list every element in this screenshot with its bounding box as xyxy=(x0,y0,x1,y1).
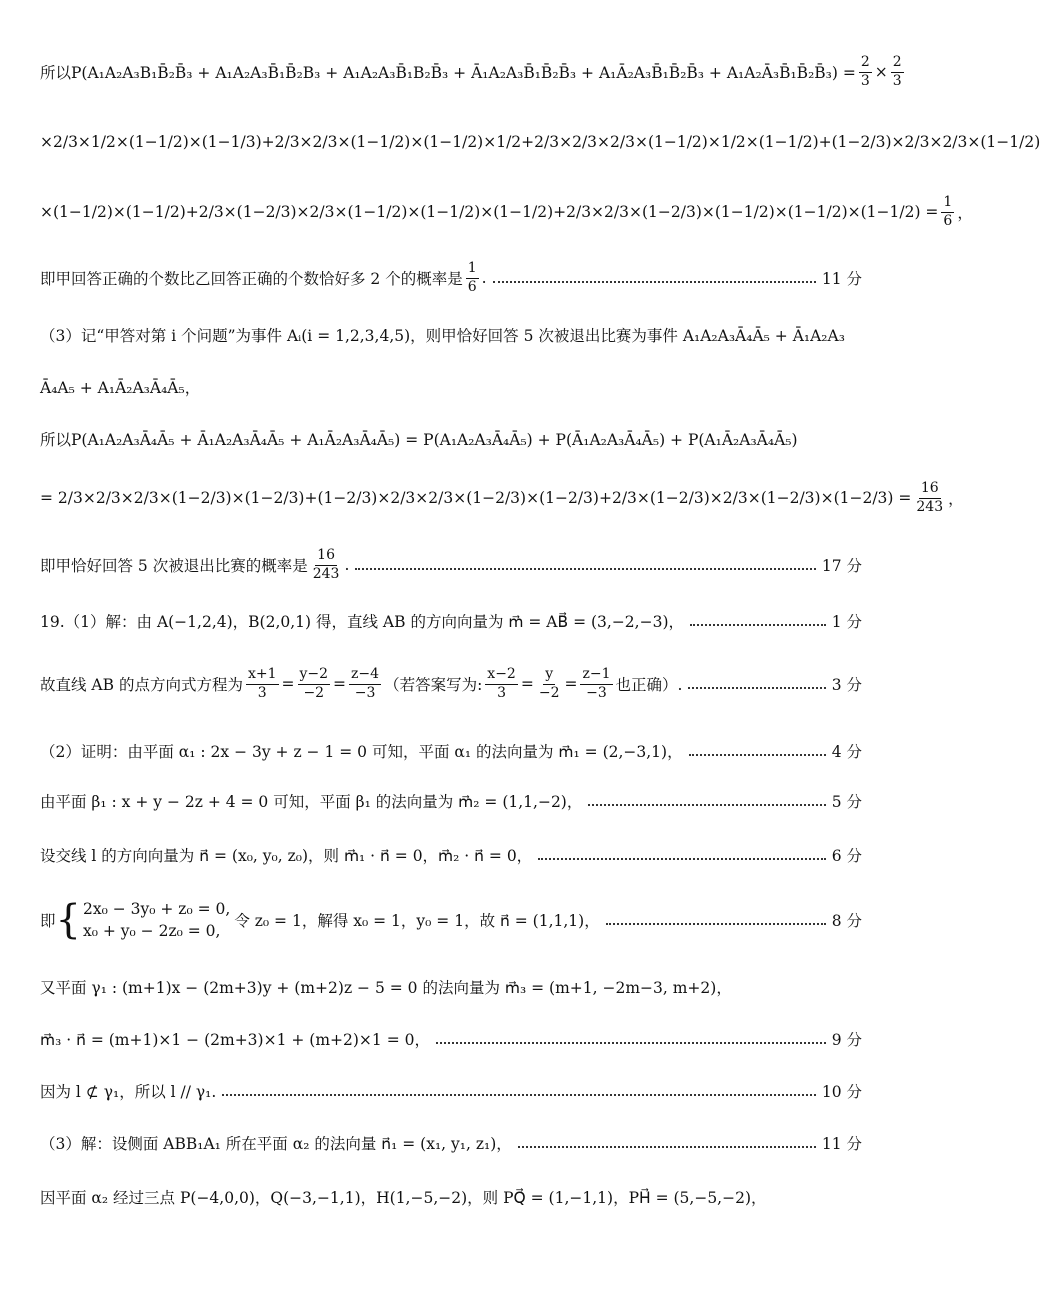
q19-part1-line xyxy=(40,606,862,636)
punctuation: ， xyxy=(948,490,964,508)
solution-text: m⃗₃ · n⃗ = (m+1)×1 − (2m+3)×1 + (m+2)×1 = 0， xyxy=(40,1031,430,1049)
solution-text: 故直线 AB 的点方向式方程为 xyxy=(40,676,243,694)
q19-part3-line-1 xyxy=(40,1128,862,1158)
fraction: $\frac{y-2}{-2}$ xyxy=(299,666,329,701)
fraction: $\frac{2}{3}$ xyxy=(860,54,870,89)
score-mark: 9 分 xyxy=(831,1031,862,1049)
score-mark: 17 分 xyxy=(821,557,862,575)
equation-text: 所以P(A₁A₂A₃Ā₄Ā₅ + Ā₁A₂A₃Ā₄Ā₅ + A₁Ā₂A₃Ā₄Ā₅) = P(A₁A₂A₃Ā₄Ā₅) + P(Ā₁A₂A₃Ā₄Ā₅) + P(A₁Ā₂A₃Ā₄Ā₅) xyxy=(40,431,798,449)
solution-text: 设交线 l 的方向向量为 n⃗ = (x₀, y₀, z₀)，则 m⃗₁ · n⃗ = 0，m⃗₂ · n⃗ = 0， xyxy=(40,847,533,865)
punctuation: ， xyxy=(957,204,973,222)
conclusion-line-2 xyxy=(40,545,862,585)
q19-part2-line-5 xyxy=(40,1024,862,1054)
dot-leader xyxy=(538,858,826,860)
score-mark: 11 分 xyxy=(821,270,862,288)
dot-leader xyxy=(355,568,815,570)
result-fraction: $\frac{1}{6}$ xyxy=(943,194,953,229)
fraction: $\frac{2}{3}$ xyxy=(892,54,902,89)
score-mark: 3 分 xyxy=(831,676,862,694)
result-fraction: $\frac{1}{6}$ xyxy=(467,260,477,295)
solution-text: 由平面 β₁ : x + y − 2z + 4 = 0 可知，平面 β₁ 的法向量为 m⃗₂ = (1,1,−2)， xyxy=(40,793,583,811)
score-mark: 6 分 xyxy=(831,847,862,865)
solution-text: 因平面 α₂ 经过三点 P(−4,0,0)，Q(−3,−1,1)，H(1,−5,−2)，则 PQ⃗ = (1,−1,1)，PH⃗ = (5,−5,−2)， xyxy=(40,1189,767,1207)
solution-text: 又平面 γ₁ : (m+1)x − (2m+3)y + (m+2)z − 5 = 0 的法向量为 m⃗₃ = (m+1, −2m−3, m+2)， xyxy=(40,979,732,997)
score-mark: 8 分 xyxy=(831,912,862,930)
solution-text: 因为 l ⊄ γ₁，所以 l // γ₁. xyxy=(40,1083,217,1101)
solution-text: （3）解：设侧面 ABB₁A₁ 所在平面 α₂ 的法向量 n⃗₁ = (x₁, y₁, z₁)， xyxy=(40,1135,512,1153)
equation-line-4 xyxy=(40,424,862,454)
q19-part3-line-2 xyxy=(40,1182,862,1212)
equation-text: 所以P(A₁A₂A₃B₁B̄₂B̄₃ + A₁A₂A₃B̄₁B̄₂B₃ + A₁A₂A₃B̄₁B₂B̄₃ + Ā₁A₂A₃B̄₁B̄₂B̄₃ + A₁Ā₂A₃B̄₁B̄₂B̄₃ + A₁A₂Ā₃B̄₁B̄₂B̄₃) = xyxy=(40,64,856,82)
system-row-2: x₀ + y₀ − 2z₀ = 0, xyxy=(82,922,221,940)
score-mark: 10 分 xyxy=(821,1083,862,1101)
score-mark: 4 分 xyxy=(831,743,862,761)
note-text: 也正确）. xyxy=(615,676,683,694)
fraction: $\frac{z-1}{-3}$ xyxy=(582,666,611,701)
equation-text: ×(1−1/2)×(1−1/2)+2/3×(1−2/3)×2/3×(1−1/2)×(1−1/2)×(1−1/2)+2/3×2/3×(1−2/3)×(1−1/2)×(1−1/2)×(1−1/2) = xyxy=(40,203,939,221)
solution-text: 19.（1）解：由 A(−1,2,4)，B(2,0,1) 得，直线 AB 的方向向量为 m⃗ = AB⃗ = (3,−2,−3)， xyxy=(40,613,684,631)
solution-text: （2）证明：由平面 α₁ : 2x − 3y + z − 1 = 0 可知，平面 α₁ 的法向量为 m⃗₁ = (2,−3,1)， xyxy=(40,743,683,761)
q19-part2-line-1 xyxy=(40,736,862,766)
times-sign: × xyxy=(874,63,888,81)
punctuation: . xyxy=(344,556,350,574)
equation-text: ×2/3×1/2×(1−1/2)×(1−1/3)+2/3×2/3×(1−1/2)×(1−1/2)×1/2+2/3×2/3×2/3×(1−1/2)×1/2×(1−1/2)+(1−2/3)×2/3×2/3×(1−1/2) xyxy=(40,133,1040,151)
fraction: $\frac{x+1}{3}$ xyxy=(247,666,277,701)
q19-part2-line-2 xyxy=(40,786,862,816)
dot-leader xyxy=(222,1094,816,1096)
q19-part2-line-6 xyxy=(40,1076,862,1106)
equation-line-3 xyxy=(40,192,973,232)
result-fraction: $\frac{16}{243}$ xyxy=(916,480,944,515)
dot-leader xyxy=(688,687,825,689)
punctuation: . xyxy=(481,269,487,287)
conclusion-line-1 xyxy=(40,258,862,298)
dot-leader xyxy=(690,624,826,626)
dot-leader xyxy=(588,804,825,806)
dot-leader xyxy=(606,923,826,925)
conclusion-text: 即甲恰好回答 5 次被退出比赛的概率是 xyxy=(40,557,308,575)
part3-statement xyxy=(40,320,862,350)
fraction: $\frac{x-2}{3}$ xyxy=(487,666,516,701)
equation-line-2 xyxy=(40,122,1040,162)
fraction: $\frac{z-4}{-3}$ xyxy=(351,666,380,701)
dot-leader xyxy=(689,754,826,756)
statement-text: Ā₄A₅ + A₁Ā₂A₃Ā₄Ā₅， xyxy=(40,379,201,397)
q19-part2-line-4 xyxy=(40,972,862,1002)
line-equation-row: 故直线 AB 的点方向式方程为 $\frac{x+1}{3}$ = $\frac{y-2}{-2}$ = $\frac{z-4}{-3}$ （若答案写为: $\frac{x-2}{3}$ = $\frac{y}{-2}$ = $\frac{z-1}{-3}$ 也正确）. 3 分 xyxy=(40,666,862,701)
brace-icon: { xyxy=(55,897,81,943)
dot-leader xyxy=(493,281,816,283)
equation-text: = 2/3×2/3×2/3×(1−2/3)×(1−2/3)+(1−2/3)×2/3×2/3×(1−2/3)×(1−2/3)+2/3×(1−2/3)×2/3×(1−2/3)×(1−2/3) = xyxy=(40,489,912,507)
conclusion-text: 即甲回答正确的个数比乙回答正确的个数恰好多 2 个的概率是 xyxy=(40,270,463,288)
score-mark: 11 分 xyxy=(821,1135,862,1153)
equation-line-1 xyxy=(40,52,902,92)
fraction: $\frac{y}{-2}$ xyxy=(538,666,560,701)
statement-text: （3）记“甲答对第 i 个问题”为事件 Aᵢ(i = 1,2,3,4,5)，则甲恰好回答 5 次被退出比赛为事件 A₁A₂A₃Ā₄Ā₅ + Ā₁A₂A₃ xyxy=(40,327,845,345)
solution-text: 令 z₀ = 1，解得 x₀ = 1，y₀ = 1，故 n⃗ = (1,1,1)， xyxy=(234,912,600,930)
equation-system-line xyxy=(40,894,862,946)
q19-part2-line-3 xyxy=(40,840,862,870)
equation-line-5 xyxy=(40,478,964,518)
score-mark: 1 分 xyxy=(831,613,862,631)
note-text: （若答案写为: xyxy=(384,676,483,694)
equation-system xyxy=(56,898,231,943)
result-fraction: $\frac{16}{243}$ xyxy=(312,547,340,582)
system-row-1: 2x₀ − 3y₀ + z₀ = 0, xyxy=(82,899,231,918)
dot-leader xyxy=(436,1042,826,1044)
score-mark: 5 分 xyxy=(831,793,862,811)
dot-leader xyxy=(518,1146,816,1148)
solution-text: 即 xyxy=(40,912,56,930)
part3-statement-cont xyxy=(40,372,862,402)
